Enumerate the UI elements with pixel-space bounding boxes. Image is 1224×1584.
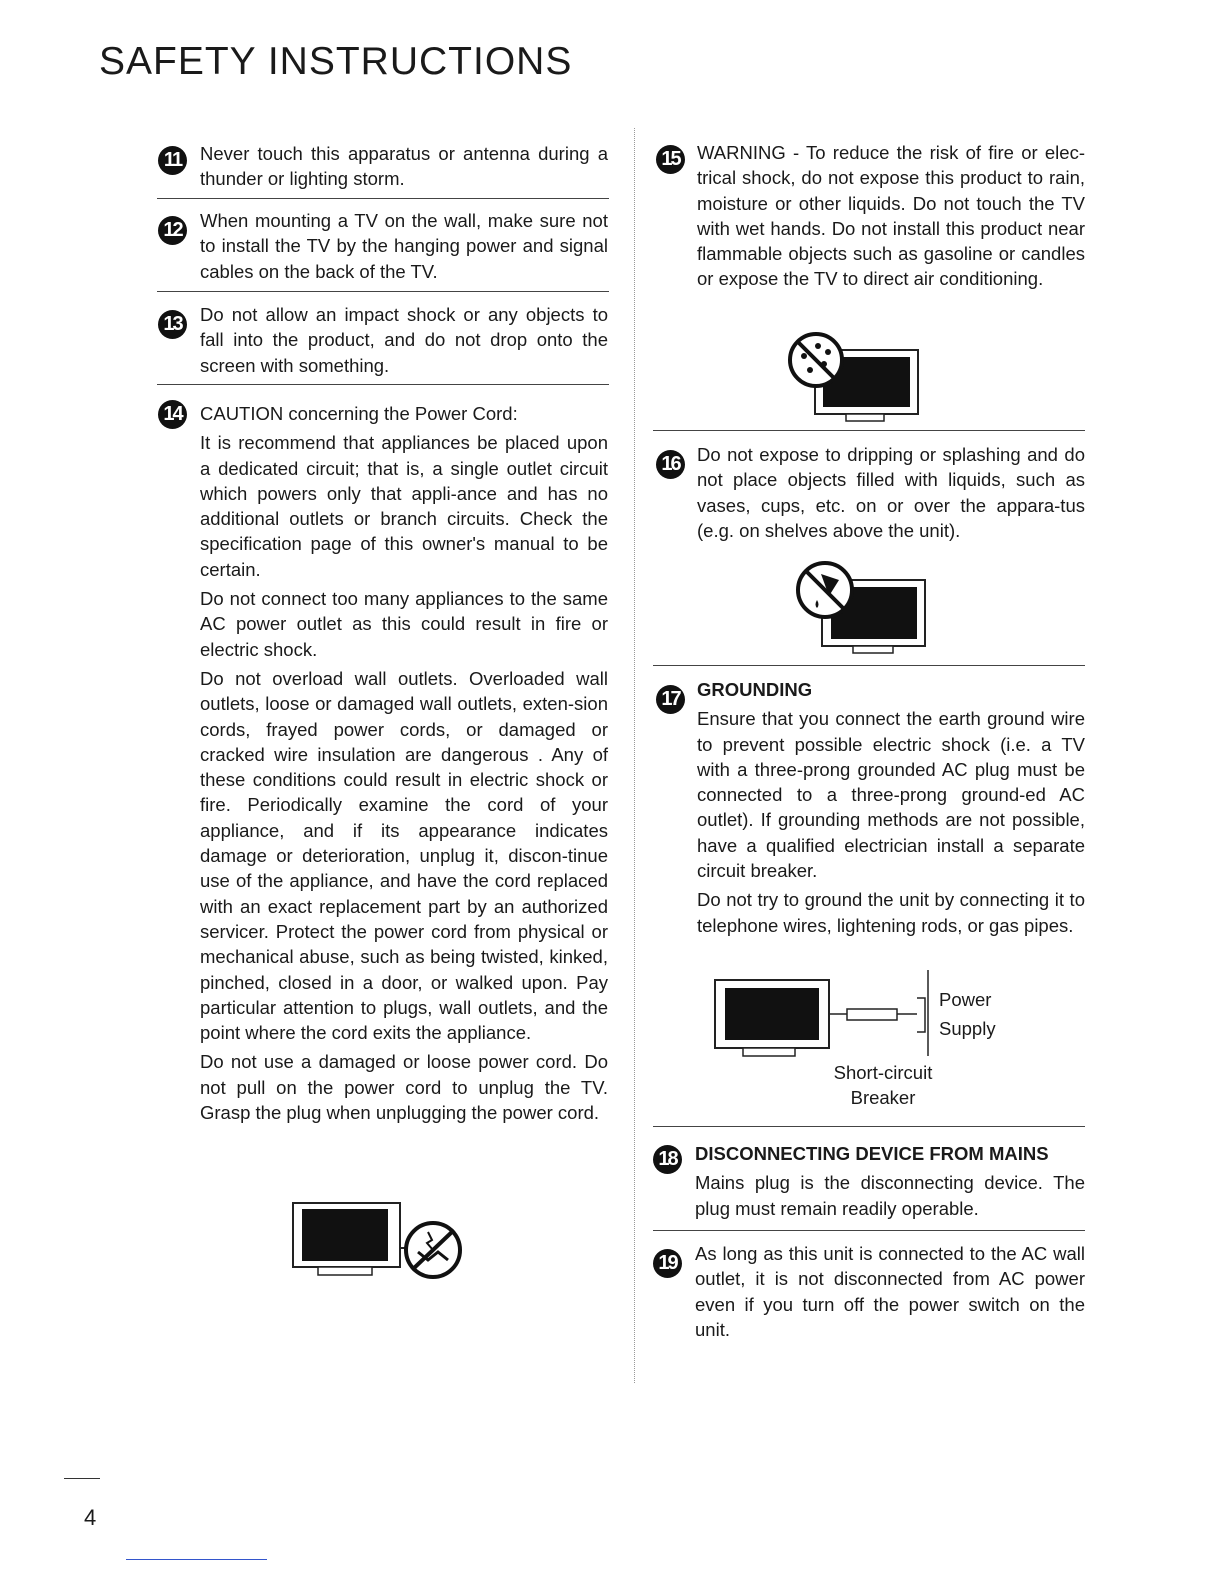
column-divider [634,128,635,1383]
item-17-paragraph: Ensure that you connect the earth ground wire to prevent possible electric shock (i.e. a TV with a three-prong grounded AC plug must be connected to a three-prong ground-ed AC outlet). If grounding methods are not possible, have a qualified electrician install a separate circuit breaker. [697,708,1085,882]
power-supply-label-line1: Power [939,989,992,1010]
tv-rain-warning-illustration [788,330,922,422]
footer-link-underline [126,1559,267,1560]
item-18-heading: DISCONNECTING DEVICE FROM MAINS [695,1143,1049,1164]
item-19-number-badge: 19 [653,1249,682,1278]
item-17-number-badge: 17 [656,685,685,714]
item-divider [653,1230,1085,1231]
item-17-paragraph: Do not try to ground the unit by connecting it to telephone wires, lightening rods, or gas pipes. [697,889,1085,936]
item-13-text: Do not allow an impact shock or any objects to fall into the product, and do not drop onto the screen with something. [200,304,608,376]
item-divider [157,291,609,292]
breaker-label-line1: Short-circuit [833,1062,933,1083]
item-14-content [200,401,608,1129]
item-14-paragraph: It is recommend that appliances be placed upon a dedicated circuit; that is, a single outlet circuit which powers only that appli-ance and has no additional outlets or branch circuits. Check the specification page of this owner's manual to be certain. [200,432,608,580]
page-number: 4 [84,1505,97,1530]
tv-power-cord-warning-illustration [290,1200,466,1284]
item-12-text: When mounting a TV on the wall, make sure not to install the TV by the hanging power and signal cables on the back of the TV. [200,210,608,282]
page-number-rule [64,1478,100,1479]
item-17-content [697,677,1085,942]
item-17-heading: GROUNDING [697,679,813,700]
item-19-text: As long as this unit is connected to the AC wall outlet, it is not disconnected from AC power even if you turn off the power switch on the unit. [695,1243,1085,1340]
item-divider [653,430,1085,431]
item-14-paragraph: Do not connect too many appliances to the same AC power outlet as this could result in fire or electric shock. [200,588,608,660]
item-15-number-badge: 15 [656,145,685,174]
item-divider [157,384,609,385]
item-14-paragraph: Do not use a damaged or loose power cord. Do not pull on the power cord to unplug the TV. Grasp the plug when unplugging the power cord. [200,1051,608,1124]
power-supply-label-line2: Supply [939,1018,996,1039]
item-13-number-badge: 13 [158,310,187,339]
item-18-content [695,1141,1085,1225]
item-12-number-badge: 12 [158,216,187,245]
item-14-paragraph: Do not overload wall outlets. Overloaded wall outlets, loose or damaged wall outlets, exten-sion cords, frayed power cords, or damaged or cracked wire insulation are dangerous . Any of these conditions could result in electric shock or fire. Periodically examine the cord of your appliance, and if its appearance indicates damage or deterioration, unplug it, discon-tinue use of the appliance, and have the cord replaced with an exact replacement part by an authorized servicer. Protect the power cord from physical or mechanical abuse, such as being twisted, kinked, pinched, closed in a door, or walked upon. Pay particular attention to plugs, wall outlets, and the point where the cord exits the appliance. [200,667,608,1044]
item-15-text: WARNING - To reduce the risk of fire or elec-trical shock, do not expose this product to rain, moisture or other liquids. Do not touch the TV with wet hands. Do not install this product near flammable objects such as gasoline or candles or expose the TV to direct air conditioning. [697,142,1085,290]
page-title: SAFETY INSTRUCTIONS [99,40,573,83]
item-divider [653,665,1085,666]
item-18-number-badge: 18 [653,1145,682,1174]
item-14-heading: CAUTION concerning the Power Cord: [200,403,518,424]
breaker-label-line2: Breaker [850,1087,916,1108]
item-divider [157,198,609,199]
tv-liquid-warning-illustration [795,560,929,654]
item-16-text: Do not expose to dripping or splashing and do not place objects filled with liquids, such as vases, cups, etc. on or over the appara-tus (e.g. on shelves above the unit). [697,444,1085,541]
item-16-number-badge: 16 [656,450,685,479]
item-18-text: Mains plug is the disconnecting device. The plug must remain readily operable. [695,1172,1085,1219]
item-11-number-badge: 11 [158,146,187,175]
item-divider [653,1126,1085,1127]
item-11-text: Never touch this apparatus or antenna during a thunder or lighting storm. [200,143,608,190]
grounding-diagram [713,970,943,1060]
item-14-number-badge: 14 [158,400,187,429]
